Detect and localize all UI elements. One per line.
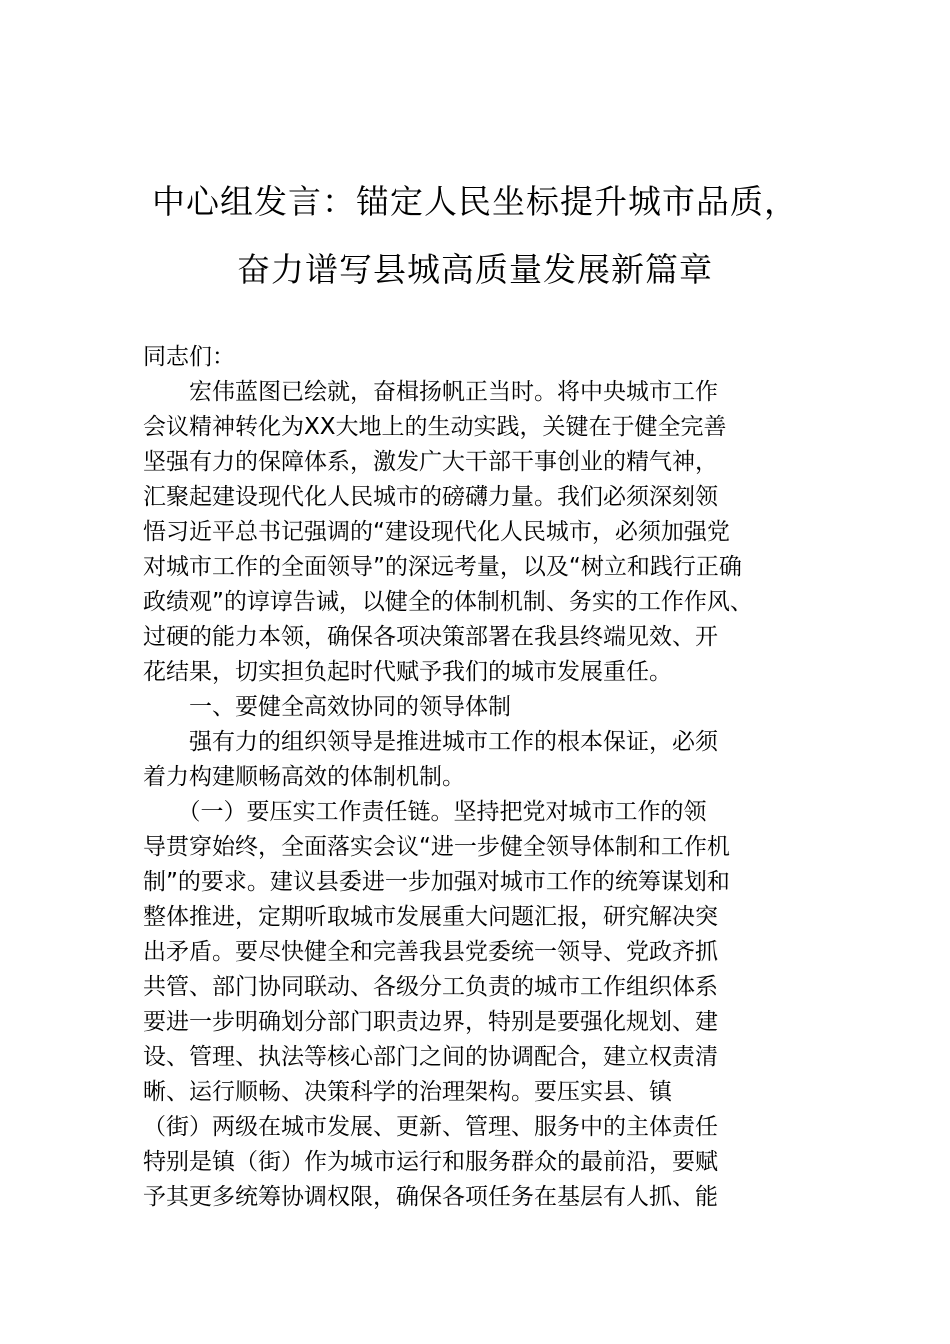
body-line: 坚强有力的保障体系，激发广大干部干事创业的精气神， — [143, 449, 718, 475]
body-line: 予其更多统筹协调权限，确保各项任务在基层有人抓、能 — [143, 1184, 718, 1210]
body-line: 汇聚起建设现代化人民城市的磅礴力量。我们必须深刻领 — [143, 484, 718, 510]
body-line: 强有力的组织领导是推进城市工作的根本保证，必须 — [143, 729, 718, 755]
body-line: 特别是镇（街）作为城市运行和服务群众的最前沿，要赋 — [143, 1149, 718, 1175]
body-line: 出矛盾。要尽快健全和完善我县党委统一领导、党政齐抓 — [143, 939, 718, 965]
body-line: 宏伟蓝图已绘就，奋楫扬帆正当时。将中央城市工作 — [143, 379, 718, 405]
body-line: 花结果，切实担负起时代赋予我们的城市发展重任。 — [143, 659, 672, 685]
body-line: 设、管理、执法等核心部门之间的协调配合，建立权责清 — [143, 1044, 718, 1070]
document-title-line-2: 奋力谱写县城高质量发展新篇章 — [237, 250, 713, 289]
body-line: 过硬的能力本领，确保各项决策部署在我县终端见效、开 — [143, 624, 718, 650]
section-heading: 一、要健全高效协同的领导体制 — [143, 694, 511, 720]
body-line: （街）两级在城市发展、更新、管理、服务中的主体责任 — [143, 1114, 718, 1140]
body-line: 导贯穿始终，全面落实会议“进一步健全领导体制和工作机 — [143, 834, 730, 860]
body-line: 对城市工作的全面领导”的深远考量，以及“树立和践行正确 — [143, 554, 742, 580]
body-line: 制”的要求。建议县委进一步加强对城市工作的统筹谋划和 — [143, 869, 730, 895]
body-line: 要进一步明确划分部门职责边界，特别是要强化规划、建 — [143, 1009, 718, 1035]
body-line: （一）要压实工作责任链。坚持把党对城市工作的领 — [143, 799, 707, 825]
body-line: 整体推进，定期听取城市发展重大问题汇报，研究解决突 — [143, 904, 718, 930]
body-line: 政绩观”的谆谆告诫，以健全的体制机制、务实的工作作风、 — [143, 589, 753, 615]
body-line: 悟习近平总书记强调的“建设现代化人民城市，必须加强党 — [143, 519, 730, 545]
body-line: 着力构建顺畅高效的体制机制。 — [143, 764, 465, 790]
body-line: 同志们： — [143, 344, 235, 370]
body-line: 共管、部门协同联动、各级分工负责的城市工作组织体系 — [143, 974, 718, 1000]
document-title-line-1: 中心组发言：锚定人民坐标提升城市品质， — [152, 182, 798, 221]
body-line: 会议精神转化为XX大地上的生动实践，关键在于健全完善 — [143, 414, 727, 440]
body-line: 晰、运行顺畅、决策科学的治理架构。要压实县、镇 — [143, 1079, 672, 1105]
